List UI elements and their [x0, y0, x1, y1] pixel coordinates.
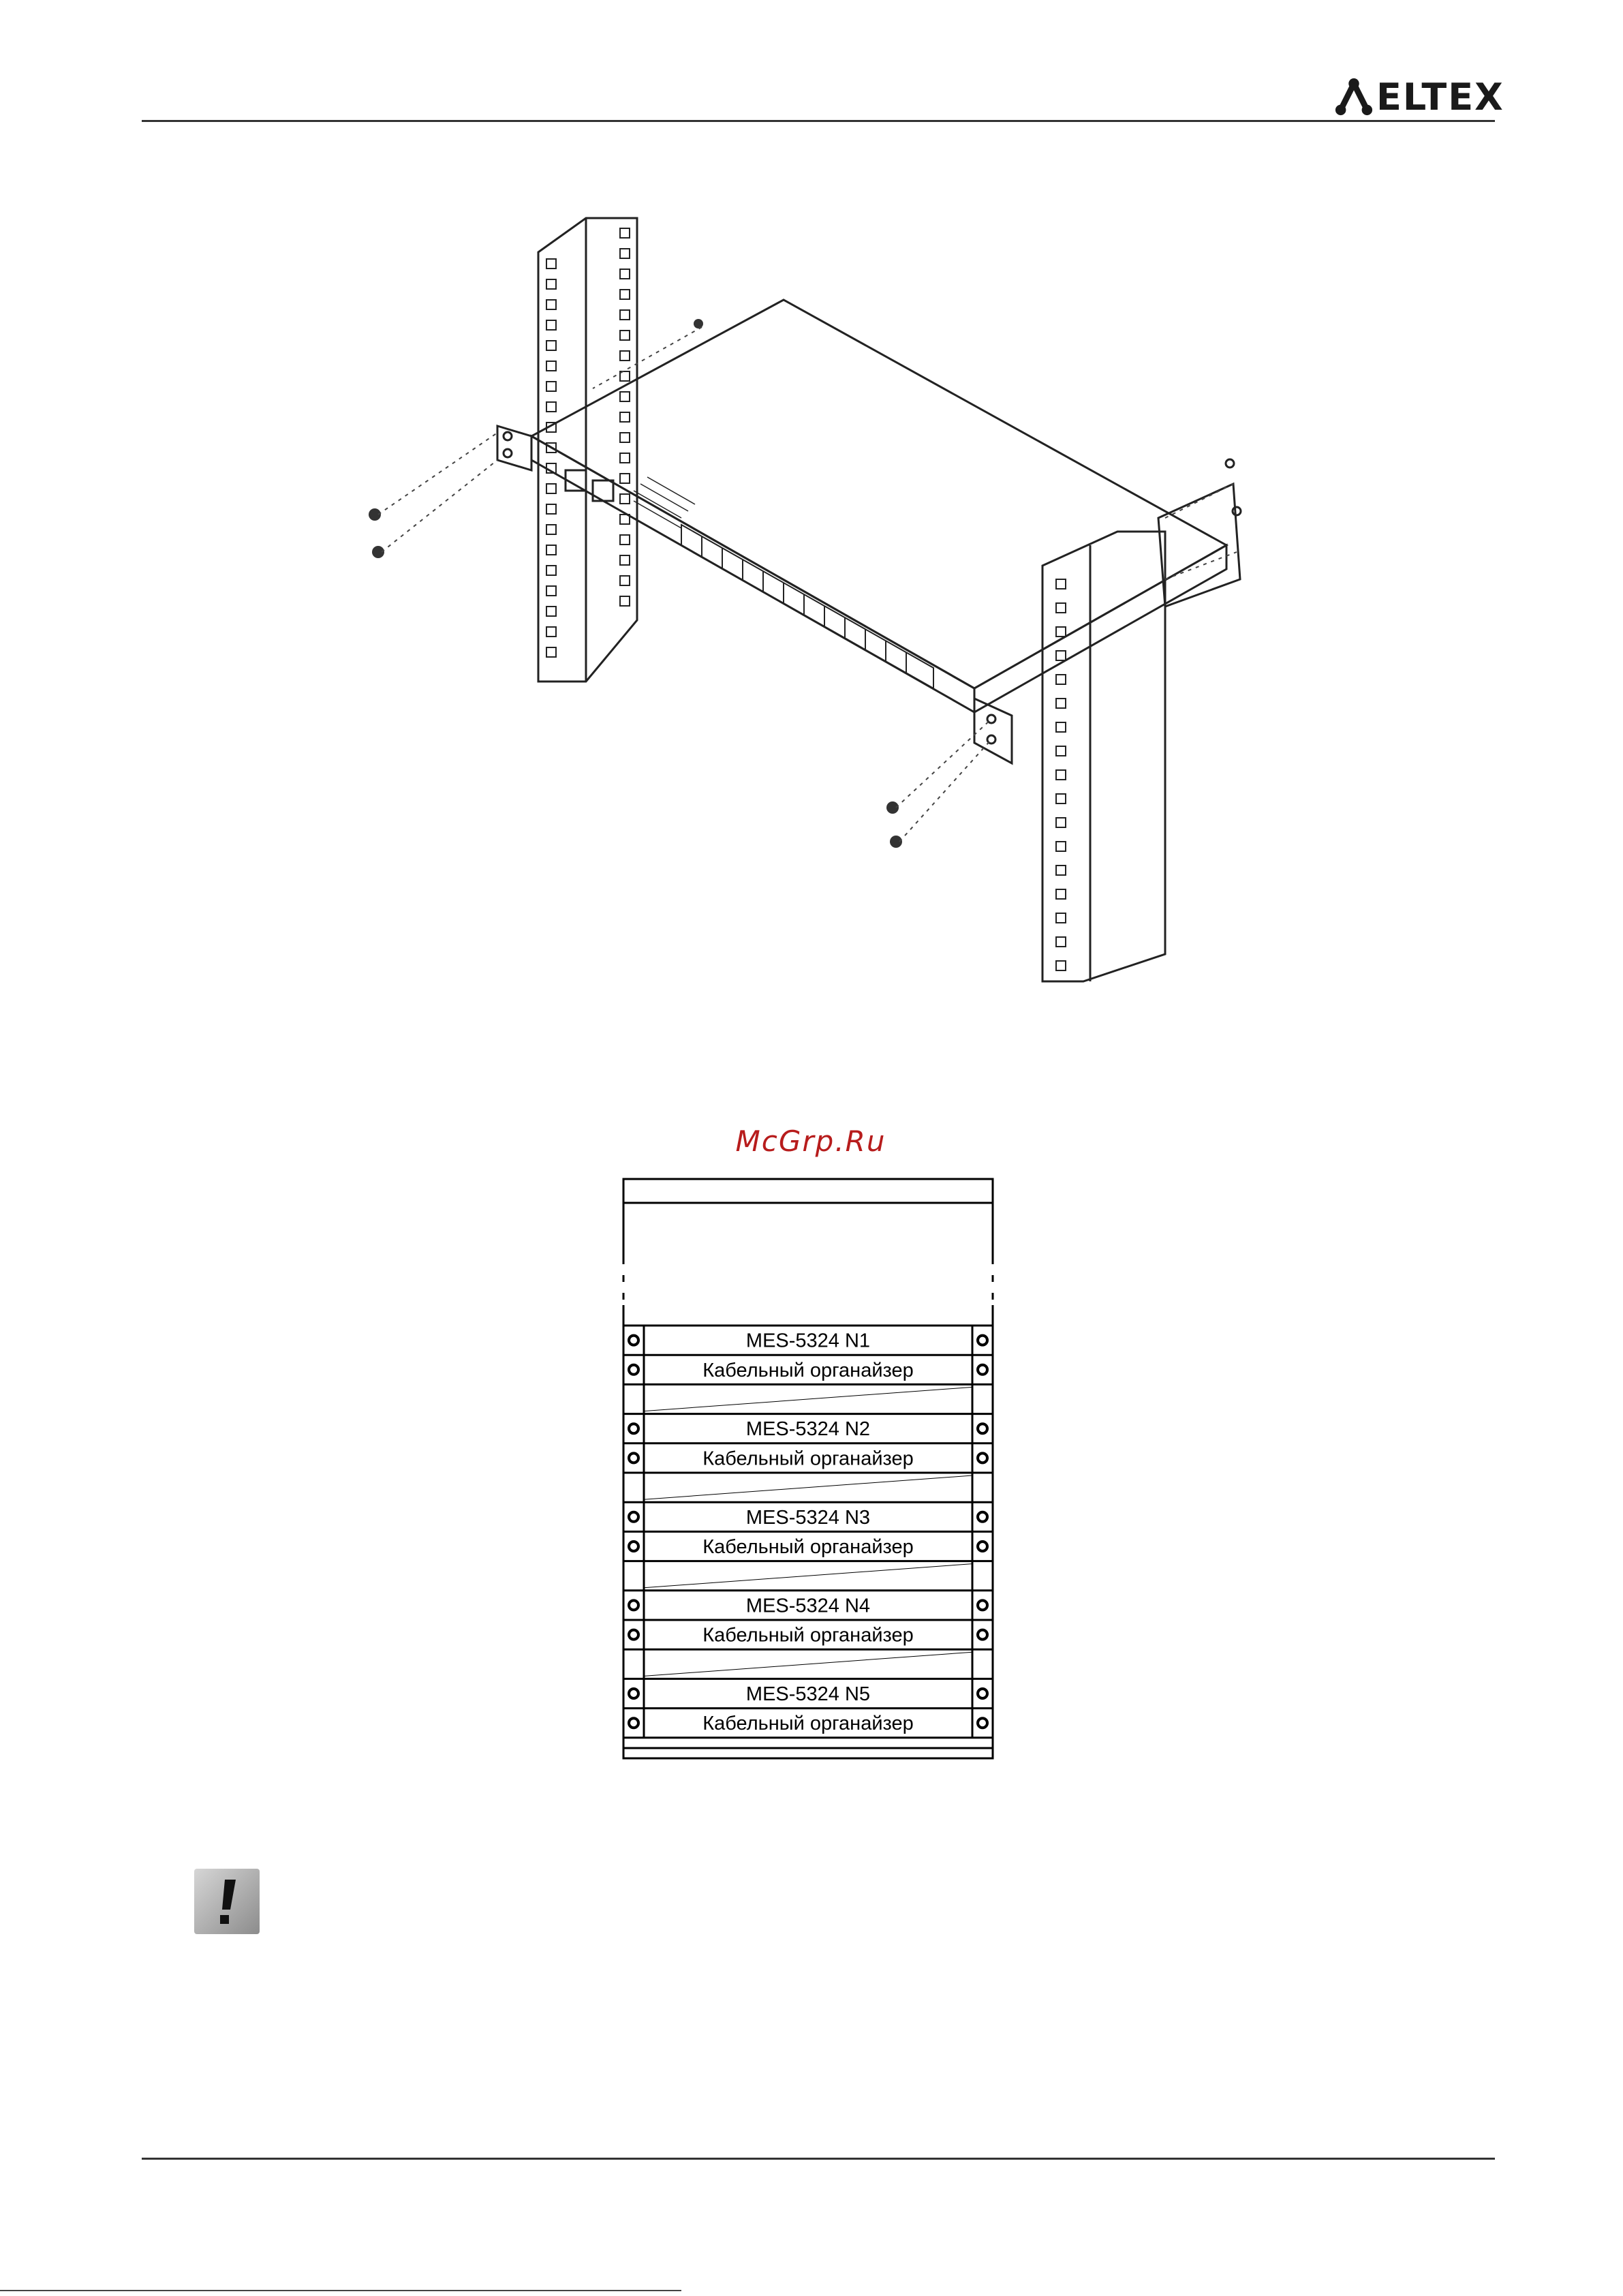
rack-organizer-row	[623, 1620, 993, 1649]
eltex-logo	[1334, 75, 1511, 119]
device-label: MES-5324 N2	[745, 1418, 871, 1441]
header-rule	[142, 120, 1495, 122]
rack-device-row	[623, 1414, 993, 1443]
eltex-logo-icon	[1334, 77, 1374, 117]
mounting-hole-right	[978, 1542, 987, 1551]
device-label: MES-5324 N3	[745, 1506, 871, 1529]
footer-rule	[142, 2158, 1495, 2160]
gap-diagonal	[644, 1652, 972, 1676]
mounting-hole-right	[978, 1600, 987, 1610]
rack-gap-row	[623, 1561, 993, 1591]
exclamation-icon	[193, 1867, 261, 1935]
mounting-hole-right	[978, 1424, 987, 1433]
footer-partial-line	[0, 2290, 681, 2291]
device-label: MES-5324 N4	[745, 1595, 871, 1617]
mounting-hole-left	[629, 1718, 638, 1728]
gap-diagonal	[644, 1475, 972, 1499]
device-label: MES-5324 N1	[745, 1330, 871, 1352]
rack-organizer-row	[623, 1709, 993, 1738]
rack-placement-scheme	[620, 1176, 996, 1762]
rack-gap-row	[623, 1384, 993, 1413]
mounting-hole-left	[629, 1689, 638, 1698]
left-ear	[497, 426, 531, 470]
mounting-hole-left	[629, 1365, 638, 1375]
mounting-hole-left	[629, 1453, 638, 1463]
rack-gap-row	[623, 1649, 993, 1679]
rack-organizer-row	[623, 1355, 993, 1384]
gap-diagonal	[644, 1387, 972, 1411]
mounting-hole-right	[978, 1365, 987, 1375]
dotted-guides	[378, 327, 1237, 842]
rack-device-row	[623, 1326, 993, 1355]
vent-grid	[634, 477, 695, 528]
organizer-label: Кабельный органайзер	[702, 1624, 914, 1647]
mounting-hole-left	[629, 1336, 638, 1345]
mounting-hole-left	[629, 1600, 638, 1610]
switch-front	[531, 436, 974, 712]
rack-organizer-row	[623, 1531, 993, 1561]
watermark: McGrp.Ru	[735, 1124, 886, 1158]
mounting-hole-left	[629, 1542, 638, 1551]
mounting-hole-right	[978, 1718, 987, 1728]
mounting-hole-right	[978, 1630, 987, 1640]
mounting-hole-right	[978, 1453, 987, 1463]
rack-gap-row	[623, 1473, 993, 1502]
mounting-hole-left	[629, 1630, 638, 1640]
mounting-hole-right	[978, 1689, 987, 1698]
rack-device-row	[623, 1679, 993, 1708]
left-rack-post	[538, 218, 637, 682]
screws	[369, 319, 902, 848]
rack-organizer-row	[623, 1443, 993, 1473]
port-block	[681, 525, 933, 688]
rack-device-row	[623, 1502, 993, 1531]
logo-text: ELTEX	[1376, 75, 1504, 119]
rack-device-row	[623, 1591, 993, 1620]
device-label: MES-5324 N5	[745, 1683, 871, 1705]
left-post-holes	[546, 228, 630, 657]
organizer-label: Кабельный органайзер	[702, 1359, 914, 1381]
organizer-label: Кабельный органайзер	[702, 1713, 914, 1735]
gap-diagonal	[644, 1564, 972, 1588]
organizer-label: Кабельный органайзер	[702, 1536, 914, 1558]
mounting-hole-right	[978, 1512, 987, 1522]
switch-top	[531, 300, 1226, 688]
rack-mounting-illustration	[361, 198, 1247, 995]
mounting-hole-left	[629, 1512, 638, 1522]
organizer-label: Кабельный органайзер	[702, 1448, 914, 1470]
mounting-hole-left	[629, 1424, 638, 1433]
mounting-hole-right	[978, 1336, 987, 1345]
